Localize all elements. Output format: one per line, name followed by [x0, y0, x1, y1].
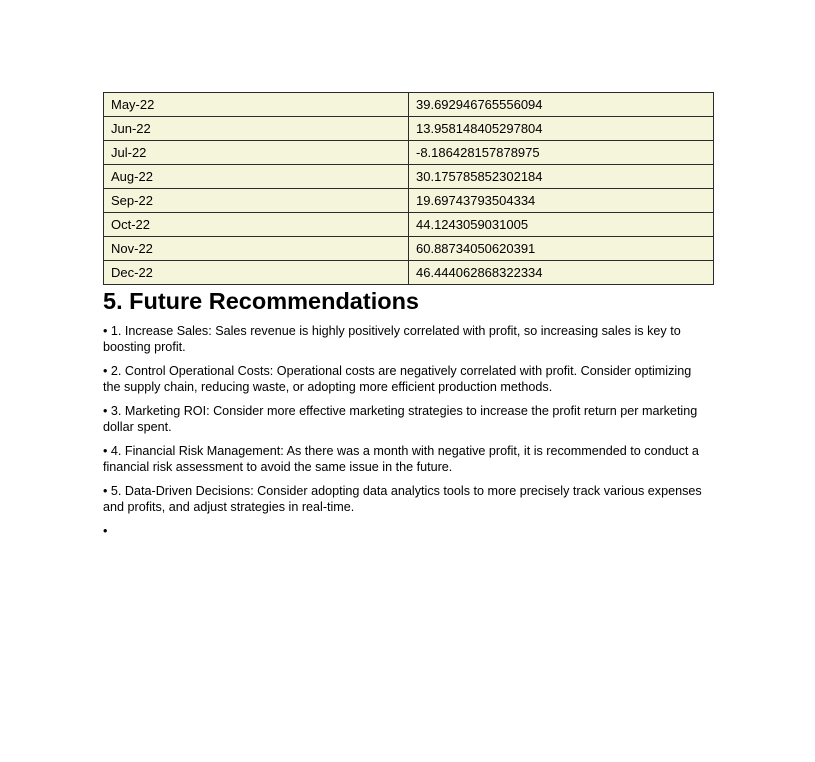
- table-row: [104, 237, 714, 261]
- list-item: • 3. Marketing ROI: Consider more effective marketing strategies to increase the profit return per marketing dollar spent.: [103, 404, 698, 434]
- month-cell: Jun-22: [104, 117, 409, 141]
- table-row: [104, 93, 714, 117]
- table-row: [104, 165, 714, 189]
- month-cell: Aug-22: [104, 165, 409, 189]
- list-item: • 5. Data-Driven Decisions: Consider adopting data analytics tools to more precisely track various expenses and profits, and adjust strategies in real-time.: [103, 484, 702, 514]
- month-cell: Jul-22: [104, 141, 409, 165]
- section-title: 5. Future Recommendations: [103, 288, 419, 314]
- value-cell: 44.1243059031005: [409, 213, 714, 237]
- monthly-profit-table: [103, 92, 714, 285]
- value-cell: 19.69743793504334: [409, 189, 714, 213]
- list-item: • 2. Control Operational Costs: Operational costs are negatively correlated with profit. Consider optimizing the supply chain, reducing waste, or adopting more efficient production methods.: [103, 364, 692, 394]
- value-cell: 46.444062868322334: [409, 261, 714, 285]
- value-cell: 60.88734050620391: [409, 237, 714, 261]
- value-cell: 30.175785852302184: [409, 165, 714, 189]
- empty-bullet-item: •: [103, 524, 108, 538]
- value-cell: 13.958148405297804: [409, 117, 714, 141]
- month-cell: Oct-22: [104, 213, 409, 237]
- value-cell: -8.186428157878975: [409, 141, 714, 165]
- table-row: [104, 141, 714, 165]
- table-row: [104, 213, 714, 237]
- value-cell: 39.692946765556094: [409, 93, 714, 117]
- month-cell: May-22: [104, 93, 409, 117]
- list-item: • 1. Increase Sales: Sales revenue is highly positively correlated with profit, so increasing sales is key to boosting profit.: [103, 324, 681, 354]
- table-row: [104, 117, 714, 141]
- table-row: [104, 261, 714, 285]
- month-cell: Sep-22: [104, 189, 409, 213]
- month-cell: Nov-22: [104, 237, 409, 261]
- table-row: [104, 189, 714, 213]
- month-cell: Dec-22: [104, 261, 409, 285]
- recommendations-list: [103, 323, 712, 539]
- list-item: • 4. Financial Risk Management: As there was a month with negative profit, it is recommended to conduct a financial risk assessment to avoid the same issue in the future.: [103, 444, 699, 474]
- document-page: [103, 92, 712, 539]
